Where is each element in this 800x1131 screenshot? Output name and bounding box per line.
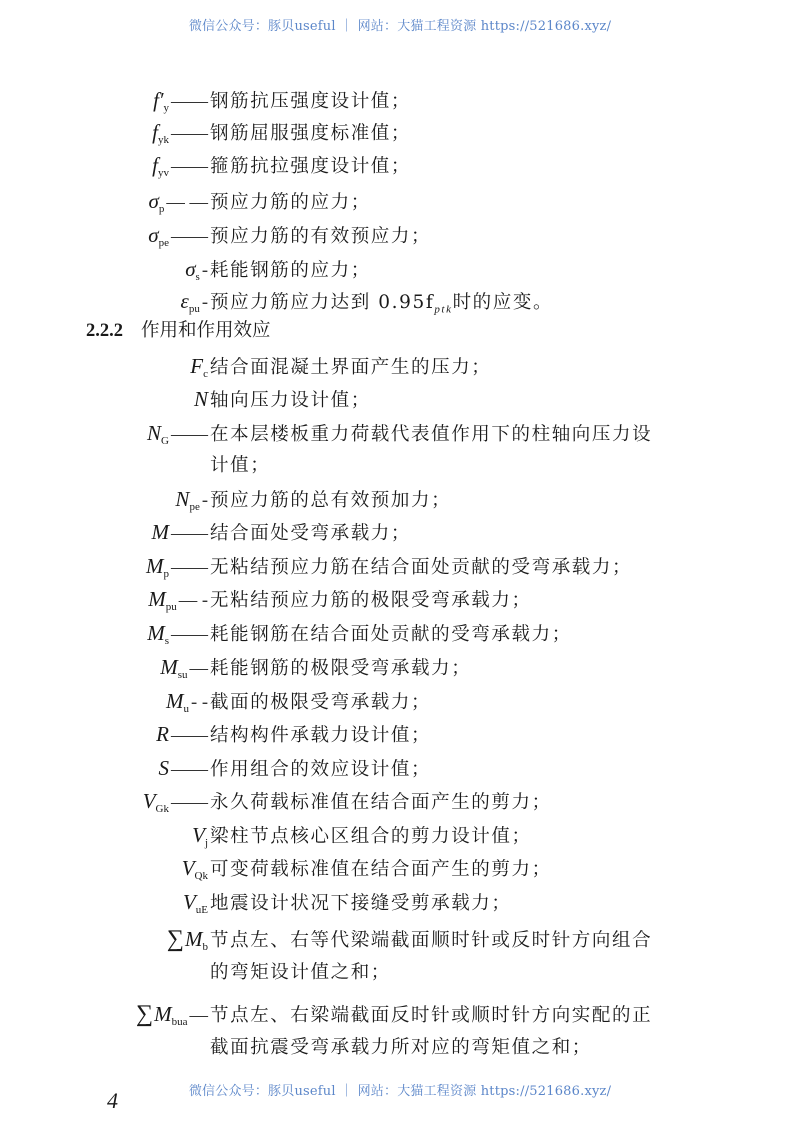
symbol-cell	[0, 753, 208, 785]
symbol-main: V	[142, 789, 156, 813]
symbol-description	[210, 688, 431, 718]
symbol-main: N	[147, 421, 162, 445]
description-text: 结合面混凝土界面产生的压力；	[210, 357, 492, 378]
symbol-cell	[0, 652, 208, 684]
symbol-description	[210, 87, 411, 117]
dash-separator: ——	[171, 227, 208, 247]
symbol-cell	[0, 220, 208, 252]
description-text: 钢筋抗压强度设计值；	[210, 91, 412, 112]
symbol-definition	[0, 517, 411, 547]
symbol-main: V	[192, 823, 205, 847]
symbol-subscript: yv	[158, 167, 169, 179]
dash-separator: - -	[191, 693, 208, 713]
symbol-definition	[0, 820, 532, 850]
dash-separator: -	[201, 261, 208, 281]
symbol-description	[210, 889, 512, 919]
symbol-main: σ	[148, 223, 159, 247]
symbol	[148, 587, 177, 611]
symbol-definition	[0, 584, 532, 614]
watermark-bottom: 微信公众号：豚贝useful ｜ 网站：大猫工程资源 https://521686.xyz/	[188, 1084, 612, 1099]
symbol-description	[210, 353, 491, 383]
symbol-description	[210, 222, 431, 252]
symbol-subscript: c	[203, 368, 208, 380]
symbol	[153, 88, 169, 112]
description-text: 节点左、右梁端截面反时针或顺时针方向实配的正	[210, 1005, 653, 1026]
symbol-description	[210, 654, 471, 684]
symbol-cell	[0, 351, 208, 383]
symbol-description	[210, 386, 371, 416]
symbol	[175, 487, 199, 511]
section-heading	[86, 316, 271, 346]
symbol-cell	[0, 484, 208, 516]
symbol-definition	[0, 351, 491, 381]
dash-separator: ——	[171, 558, 208, 578]
symbol-main: M	[146, 554, 164, 578]
symbol	[148, 223, 169, 247]
symbol-main: M	[147, 621, 165, 645]
symbol-cell	[0, 117, 208, 149]
symbol	[181, 289, 200, 313]
symbol-description	[210, 420, 652, 450]
symbol-definition	[0, 786, 552, 816]
symbol-definition	[0, 999, 652, 1029]
symbol	[152, 153, 169, 177]
description-text: 可变荷载标准值在结合面产生的剪力；	[210, 859, 552, 880]
description-text: 预应力筋的应力；	[210, 192, 371, 213]
dash-separator: — -	[178, 591, 208, 611]
symbol-definition	[0, 551, 632, 581]
symbol-subscript: Qk	[194, 870, 208, 882]
sum-sign: ∑	[166, 926, 184, 952]
symbol-definition	[0, 254, 371, 284]
description-text: 永久荷载标准值在结合面产生的剪力；	[210, 792, 552, 813]
symbol-subscript: p	[158, 203, 165, 215]
description-text: 箍筋抗拉强度设计值；	[210, 156, 412, 177]
description-continuation: 计值；	[210, 455, 271, 476]
description-tail: 时的应变。	[452, 292, 554, 313]
symbol-main: f	[152, 153, 158, 177]
symbol-description	[210, 288, 553, 318]
symbol	[152, 120, 169, 144]
symbol-definition	[0, 686, 431, 716]
symbol-main: V	[182, 890, 196, 914]
symbol-subscript: pu	[188, 303, 200, 315]
dash-separator: ——	[171, 524, 208, 544]
symbol-subscript: uE	[195, 904, 208, 916]
symbol-subscript: y	[163, 102, 169, 114]
dash-separator: ——	[171, 124, 208, 144]
symbol-subscript: p	[163, 568, 169, 580]
symbol-definition	[0, 418, 652, 448]
symbol-cell	[0, 551, 208, 583]
description-text: 节点左、右等代梁端截面顺时针或反时针方向组合	[210, 930, 653, 951]
symbol-description	[210, 721, 431, 751]
description-text: 结合面处受弯承载力；	[210, 523, 412, 544]
symbol-main: N	[193, 387, 208, 411]
dash-separator: ——	[171, 425, 208, 445]
symbol-description	[210, 553, 632, 583]
symbol-description	[210, 119, 411, 149]
symbol-cell	[0, 150, 208, 182]
symbol-cell	[0, 820, 208, 852]
symbol-subscript: u	[183, 703, 190, 715]
description-text: 预应力筋应力达到 0.95f	[210, 292, 435, 313]
description-text: 作用组合的效应设计值；	[210, 759, 432, 780]
symbol-subscript: Gk	[155, 803, 169, 815]
symbol	[147, 421, 169, 445]
symbol-description	[210, 256, 371, 286]
symbol	[183, 890, 208, 914]
symbol-description	[210, 620, 572, 650]
symbol-cell	[0, 686, 208, 718]
symbol	[167, 927, 208, 951]
description-text: 无粘结预应力筋的极限受弯承载力；	[210, 590, 532, 611]
description-text: 梁柱节点核心区组合的剪力设计值；	[210, 826, 532, 847]
symbol-description	[210, 1001, 652, 1031]
symbol-cell	[0, 786, 208, 818]
symbol-definition	[0, 286, 553, 316]
symbol-cell	[0, 853, 208, 885]
symbol-definition	[0, 753, 431, 783]
symbol-subscript: j	[204, 837, 208, 849]
symbol-subscript: b	[202, 941, 208, 953]
symbol-definition	[0, 924, 652, 954]
symbol-subscript: s	[164, 635, 169, 647]
symbol	[190, 354, 208, 378]
description-text: 截面的极限受弯承载力；	[210, 692, 432, 713]
dash-separator: —	[189, 1006, 208, 1026]
sum-sign: ∑	[136, 1001, 154, 1027]
dash-separator: —	[189, 659, 208, 679]
symbol-main: M	[151, 520, 169, 544]
symbol-definition	[0, 618, 572, 648]
symbol-definition	[0, 384, 371, 414]
symbol-main: M	[160, 655, 178, 679]
description-text: 在本层楼板重力荷载代表值作用下的柱轴向压力设	[210, 424, 653, 445]
symbol-definition	[0, 85, 411, 115]
symbol-cell	[0, 517, 208, 549]
section-number: 2.2.2	[86, 321, 123, 341]
symbol	[149, 189, 165, 213]
description-subscript: ptk	[434, 303, 453, 316]
description-text: 地震设计状况下接缝受剪承载力；	[210, 893, 512, 914]
description-text: 预应力筋的有效预应力；	[210, 226, 432, 247]
symbol-description	[210, 822, 532, 852]
symbol-description	[210, 486, 451, 516]
symbol-cell	[0, 999, 208, 1031]
symbol-cell	[0, 286, 208, 318]
symbol-main: M	[185, 927, 203, 951]
symbol	[194, 387, 208, 411]
symbol-definition	[0, 150, 411, 180]
symbol	[192, 823, 208, 847]
description-continuation: 截面抗震受弯承载力所对应的弯矩值之和；	[210, 1037, 592, 1058]
symbol-cell	[0, 254, 208, 286]
symbol-definition	[0, 186, 371, 216]
symbol-subscript: pe	[189, 501, 200, 513]
symbol	[160, 655, 187, 679]
symbol-definition	[0, 652, 471, 682]
symbol-definition	[0, 853, 552, 883]
description-text: 耗能钢筋的应力；	[210, 260, 371, 281]
symbol-description	[210, 755, 431, 785]
symbol-main: f	[152, 120, 158, 144]
description-text: 耗能钢筋在结合面处贡献的受弯承载力；	[210, 624, 572, 645]
symbol-cell	[0, 186, 208, 218]
dash-separator: ——	[171, 760, 208, 780]
symbol-subscript: s	[195, 271, 200, 283]
symbol-subscript: su	[177, 669, 188, 681]
symbol-description	[210, 926, 652, 956]
symbol-description	[210, 188, 371, 218]
symbol-main: M	[154, 1002, 172, 1026]
dash-separator: ——	[171, 726, 208, 746]
symbol-definition	[0, 719, 431, 749]
description-text: 钢筋屈服强度标准值；	[210, 123, 412, 144]
dash-separator: -	[201, 491, 208, 511]
symbol-cell	[0, 418, 208, 450]
symbol-subscript: G	[161, 435, 169, 447]
symbol-definition	[0, 484, 451, 514]
dash-separator: ——	[171, 625, 208, 645]
dash-separator: -	[201, 293, 208, 313]
symbol-definition	[0, 117, 411, 147]
symbol-main: M	[166, 689, 184, 713]
description-text: 耗能钢筋的极限受弯承载力；	[210, 658, 472, 679]
description-continuation: 的弯矩设计值之和；	[210, 962, 391, 983]
symbol-definition	[0, 887, 512, 917]
symbol-description	[210, 586, 532, 616]
description-text: 结构构件承载力设计值；	[210, 725, 432, 746]
symbol-main: V	[181, 856, 195, 880]
symbol	[147, 621, 169, 645]
symbol-subscript: yk	[158, 134, 169, 146]
symbol	[136, 1002, 188, 1026]
symbol-subscript: pu	[165, 601, 177, 613]
description-text: 预应力筋的总有效预加力；	[210, 490, 452, 511]
symbol-main: σ	[185, 257, 196, 281]
symbol-main: R	[156, 722, 169, 746]
symbol	[182, 856, 208, 880]
symbol-cell	[0, 384, 208, 416]
section-title: 作用和作用效应	[141, 320, 271, 341]
symbol-subscript: pe	[158, 237, 169, 249]
symbol	[146, 554, 169, 578]
description-text: 轴向压力设计值；	[210, 390, 371, 411]
symbol-subscript: bua	[171, 1016, 188, 1028]
symbol-main: S	[158, 756, 169, 780]
symbol-main: F	[190, 354, 204, 378]
dash-separator: ——	[171, 157, 208, 177]
symbol-cell	[0, 887, 208, 919]
symbol-description	[210, 855, 552, 885]
symbol-main: ε	[180, 289, 189, 313]
symbol-main: N	[175, 487, 190, 511]
symbol-description	[210, 519, 411, 549]
symbol	[166, 689, 189, 713]
symbol	[143, 789, 169, 813]
symbol-cell	[0, 618, 208, 650]
page-number: 4	[107, 1088, 118, 1113]
symbol	[159, 756, 170, 780]
symbol-main: f′	[153, 88, 164, 112]
symbol	[156, 722, 169, 746]
symbol-cell	[0, 924, 208, 956]
watermark-top: 微信公众号：豚贝useful ｜ 网站：大猫工程资源 https://521686.xyz/	[188, 19, 612, 34]
symbol-cell	[0, 719, 208, 751]
description-text: 无粘结预应力筋在结合面处贡献的受弯承载力；	[210, 557, 633, 578]
dash-separator: ——	[171, 793, 208, 813]
symbol	[152, 520, 170, 544]
symbol-main: σ	[148, 189, 159, 213]
symbol-description	[210, 788, 552, 818]
symbol-description	[210, 152, 411, 182]
symbol-cell	[0, 85, 208, 117]
symbol-cell	[0, 584, 208, 616]
dash-separator: ——	[171, 92, 208, 112]
symbol-definition	[0, 220, 431, 250]
dash-separator: — —	[166, 193, 208, 213]
symbol-main: M	[148, 587, 166, 611]
symbol	[185, 257, 200, 281]
